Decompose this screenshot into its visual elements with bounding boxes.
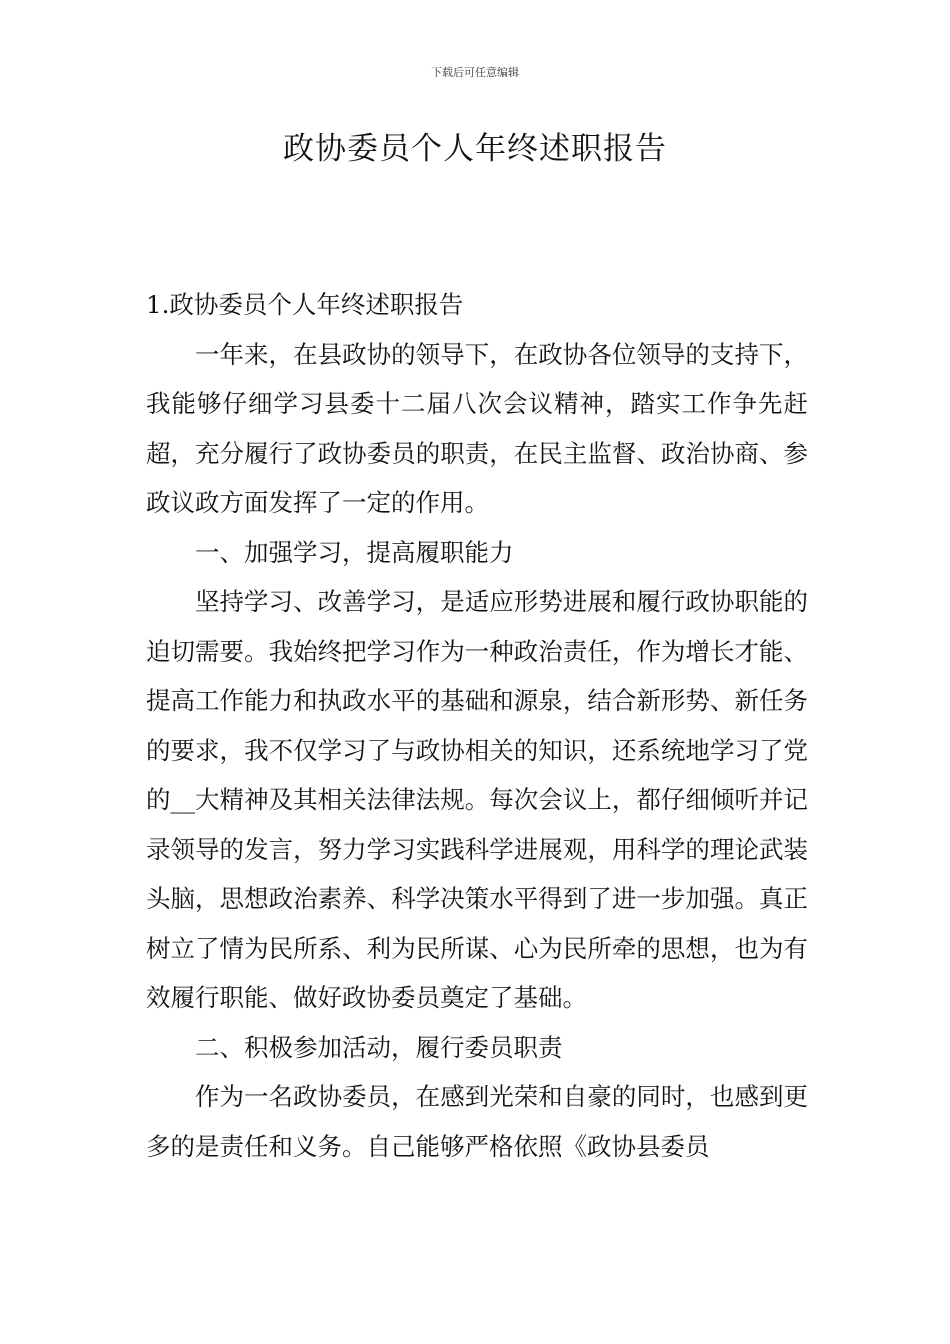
section-heading-one: 一、加强学习，提高履职能力 [195, 537, 514, 567]
section-heading-two: 二、积极参加活动，履行委员职责 [195, 1032, 563, 1062]
paragraph-intro: 一年来，在县政协的领导下，在政协各位领导的支持下，我能够仔细学习县委十二届八次会议精神，踏实工作争先赶超，充分履行了政协委员的职责，在民主监督、政治协商、参政议政方面发挥了一定的作用。 [146, 339, 808, 517]
paragraph-study: 坚持学习、改善学习，是适应形势进展和履行政协职能的迫切需要。我始终把学习作为一种政治责任，作为增长才能、提高工作能力和执政水平的基础和源泉，结合新形势、新任务的要求，我不仅学习了与政协相关的知识，还系统地学习了党的__大精神及其相关法律法规。每次会议上，都仔细倾听并记录领导的发言，努力学习实践科学进展观，用科学的理论武装头脑，思想政治素养、科学决策水平得到了进一步加强。真正树立了情为民所系、利为民所谋、心为民所牵的思想，也为有效履行职能、做好政协委员奠定了基础。 [146, 587, 808, 1012]
section-heading-numbered: 1.政协委员个人年终述职报告 [146, 290, 464, 319]
document-body [146, 280, 808, 1171]
header-note: 下载后可任意编辑 [431, 66, 519, 79]
document-title: 政协委员个人年终述职报告 [283, 131, 667, 167]
paragraph-duties: 作为一名政协委员，在感到光荣和自豪的同时，也感到更多的是责任和义务。自己能够严格依照《政协县委员 [146, 1082, 808, 1161]
